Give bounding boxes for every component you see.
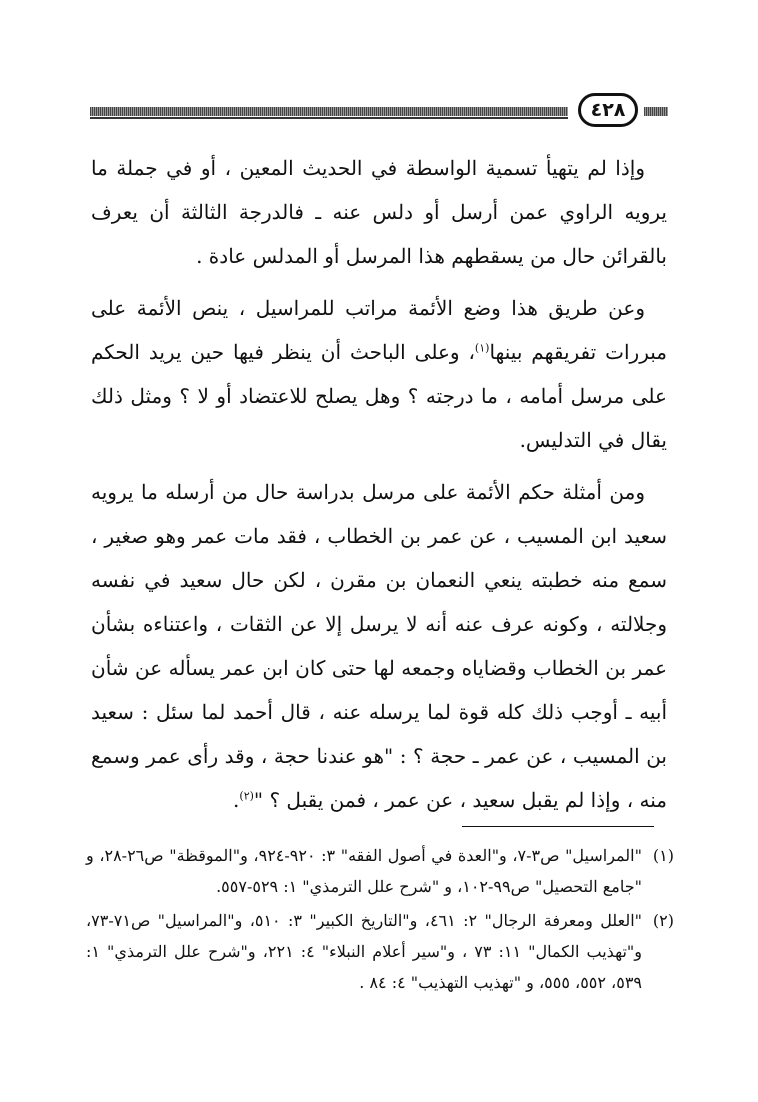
footnotes [86, 840, 674, 1001]
footnote-text: "المراسيل" ص٣-٧، و"العدة في أصول الفقه" ٣: ٩٢٠-٩٢٤، و"الموقظة" ص٢٦-٢٨، و "جامع التحصيل" ص٩٩-١٠٢، و "شرح علل الترمذي" ١: ٥٢٩-٥٥٧. [86, 846, 642, 896]
paragraph [91, 146, 667, 278]
footnote-text: "العلل ومعرفة الرجال" ٢: ٤٦١، و"التاريخ الكبير" ٣: ٥١٠، و"المراسيل" ص٧١-٧٣، و"تهذيب الكمال" ١١: ٧٣ ، و"سير أعلام النبلاء" ٤: ٢٢١، و"شرح علل الترمذي" ١: ٥٣٩، ٥٥٢، ٥٥٥، و "تهذيب التهذيب" ٤: ٨٤ . [86, 911, 643, 992]
paragraph-text: . [233, 788, 240, 812]
paragraph [91, 470, 667, 822]
footnote-separator [462, 826, 654, 827]
paragraph-text: وإذا لم يتهيأ تسمية الواسطة في الحديث المعين ، أو في جملة ما يرويه الراوي عمن أرسل أو دلس عنه ـ فالدرجة الثالثة أن يعرف بالقرائن حال من يسقطهم هذا المرسل أو المدلس عادة . [91, 156, 667, 268]
footnote-reference: (٢) [239, 789, 254, 803]
main-text [91, 146, 667, 830]
paragraph-text: ومن أمثلة حكم الأئمة على مرسل بدراسة حال من أرسله ما يرويه سعيد ابن المسيب ، عن عمر بن الخطاب ، فقد مات عمر وهو صغير ، سمع منه خطبته ينعي النعمان بن مقرن ، لكن حال سعيد في نفسه وجلالته ، وكونه عرف عنه أنه لا يرسل إلا عن الثقات ، واعتناءه بشأن عمر بن الخطاب وقضاياه وجمعه لها حتى كان ابن عمر يسأله عن شأن أبيه ـ أوجب ذلك كله قوة لما يرسله عنه ، قال أحمد لما سئل : سعيد بن المسيب ، عن عمر ـ حجة ؟ : "هو عندنا حجة ، وقد رأى عمر وسمع منه ، وإذا لم يقبل سعيد ، عن عمر ، فمن يقبل ؟ " [91, 480, 667, 812]
footnote-reference: (١) [474, 341, 490, 355]
footnote-marker: (٢) [652, 911, 675, 930]
paragraph [91, 286, 667, 462]
paragraph-text: وعن طريق هذا وضع الأئمة مراتب للمراسيل ، ينص الأئمة على مبررات تفريقهم بينها [91, 296, 667, 364]
footnote [86, 840, 674, 902]
header-ornament-stub [644, 107, 668, 116]
header-ornament-rule [90, 107, 568, 116]
paragraph-text: ، وعلى الباحث أن ينظر فيها حين يريد الحكم على مرسل أمامه ، ما درجته ؟ وهل يصلح للاعتضاد أو لا ؟ ومثل ذلك يقال في التدليس. [91, 340, 667, 452]
page-header [90, 93, 668, 133]
page-number: ٤٢٨ [578, 93, 638, 127]
footnote-marker: (١) [652, 846, 674, 865]
footnote [86, 905, 674, 998]
